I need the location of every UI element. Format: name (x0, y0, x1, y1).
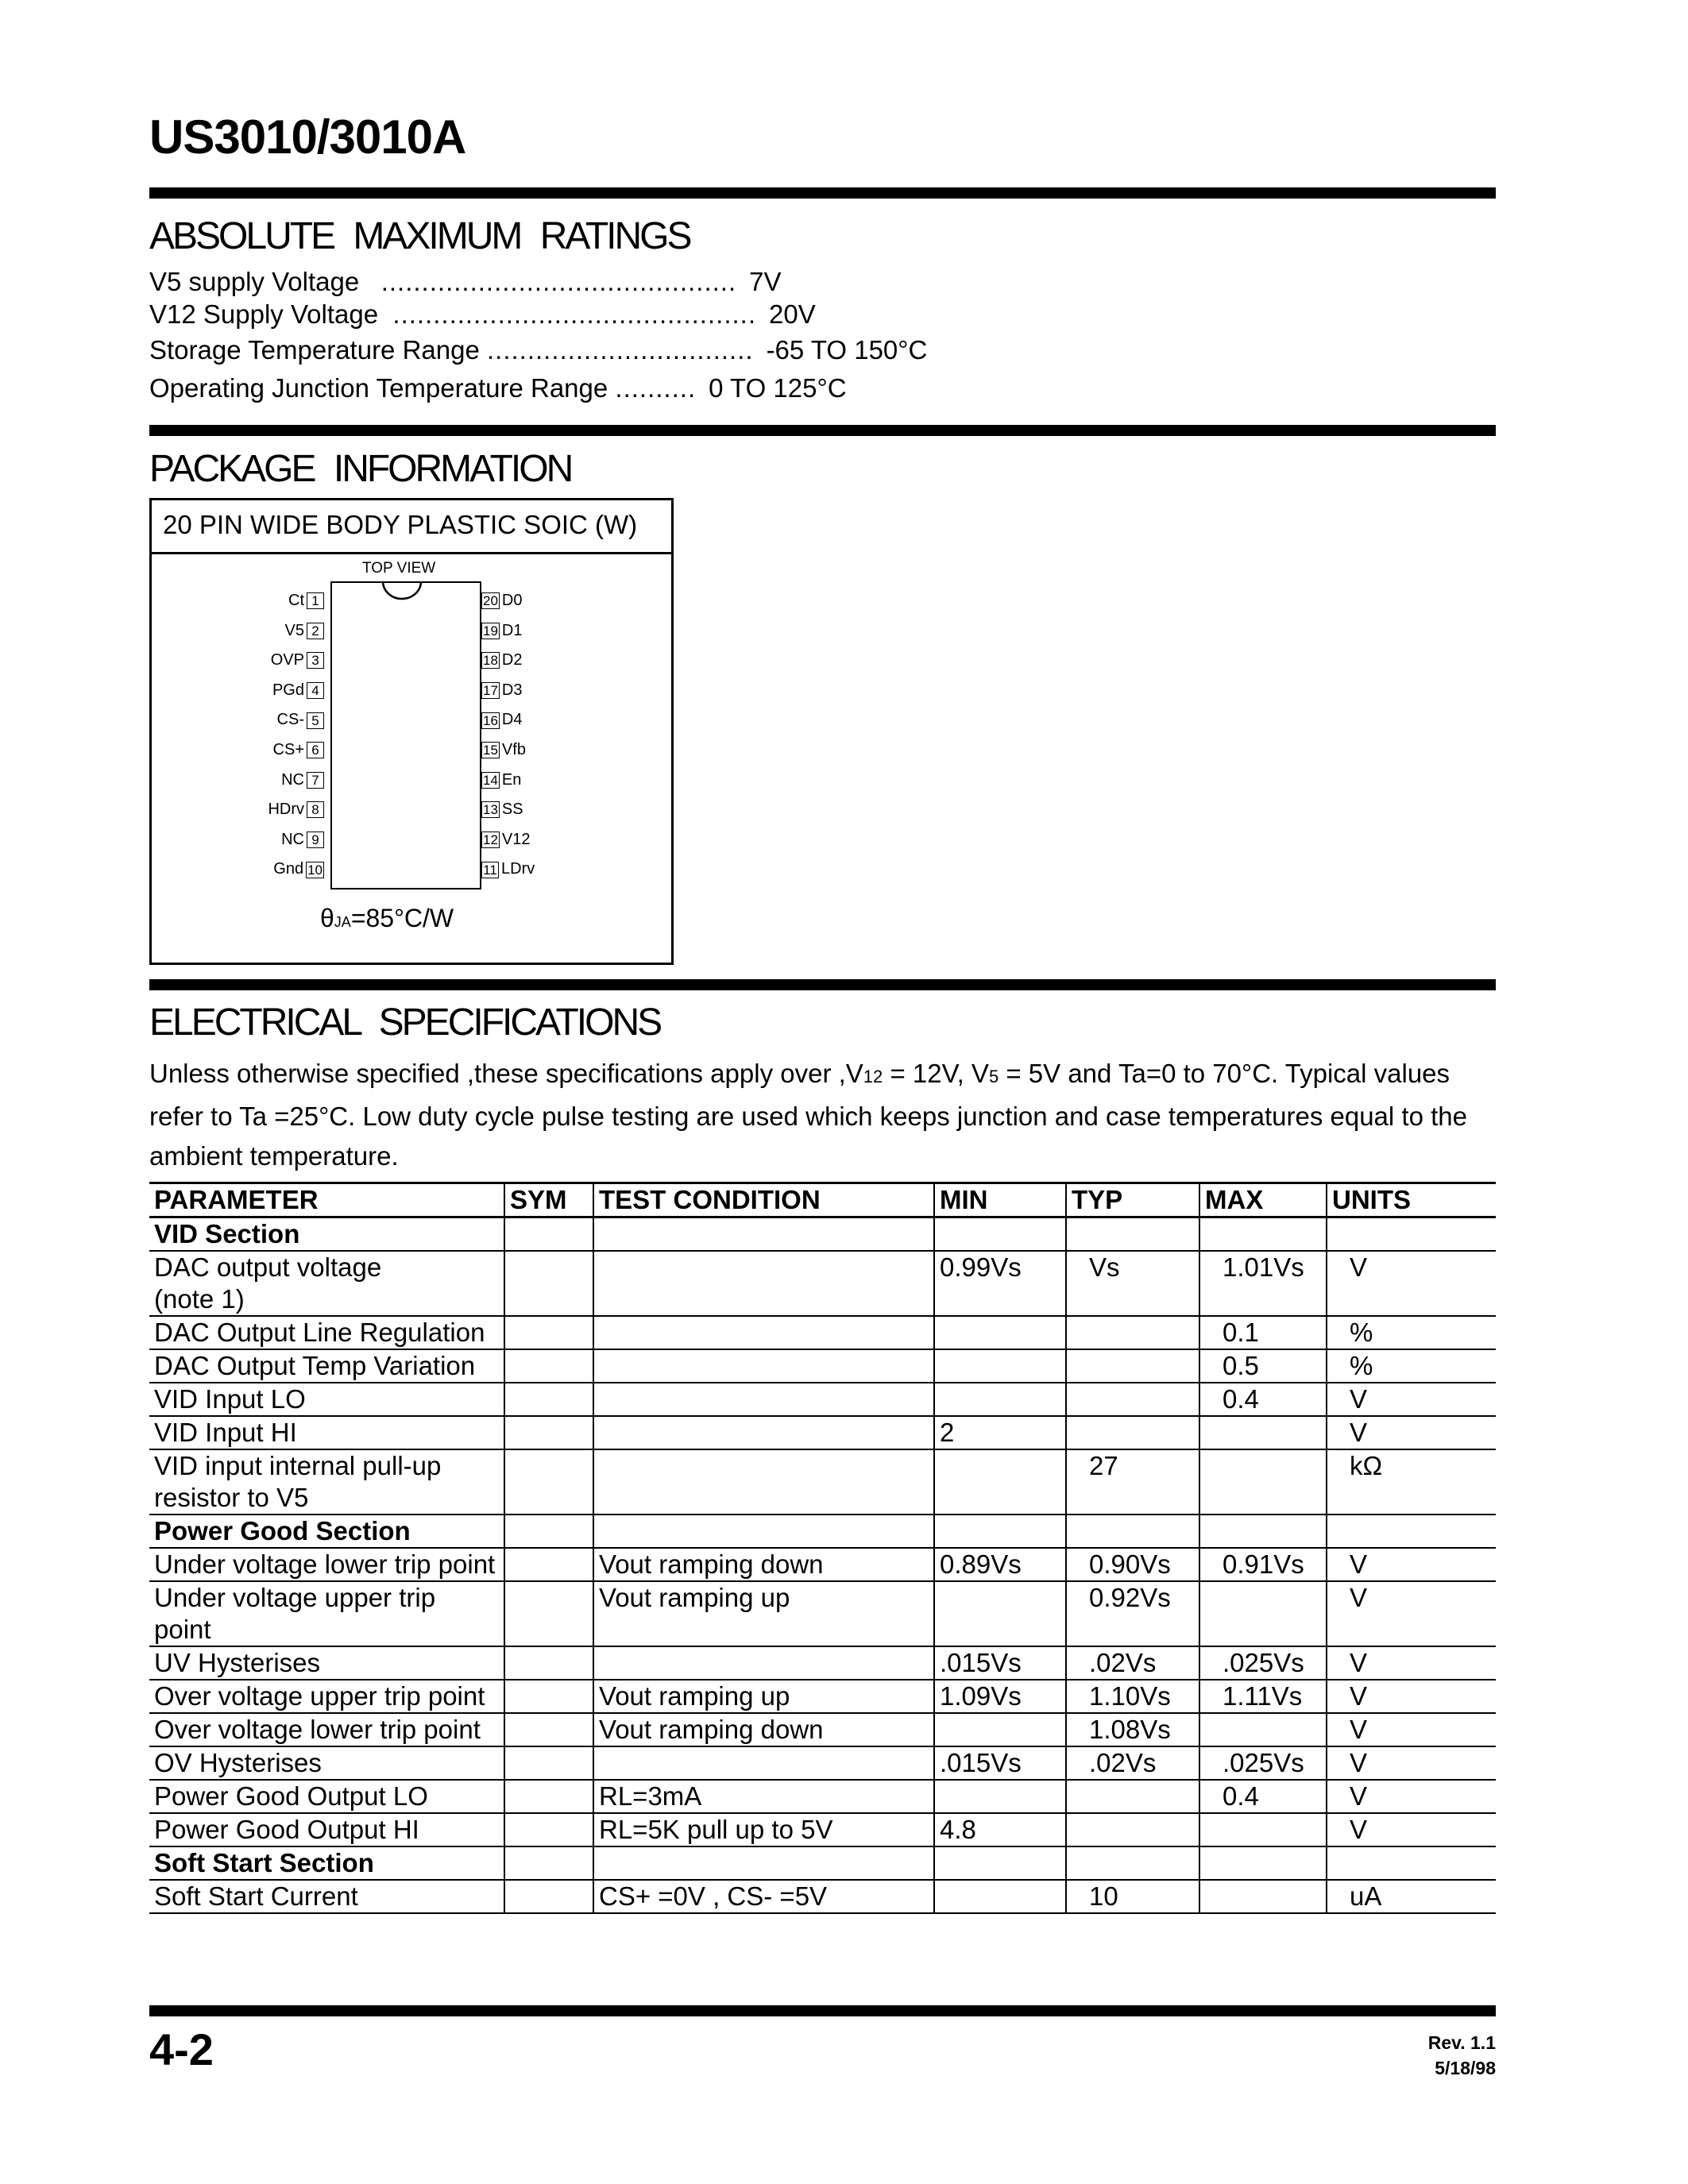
table-cell: RL=5K pull up to 5V (593, 1813, 934, 1846)
intro-line: refer to Ta =25°C. Low duty cycle pulse testing are used which keeps junction and case temperatures equal to the (149, 1102, 1467, 1131)
table-row (149, 1746, 1496, 1780)
pin-name: Vfb (501, 741, 526, 758)
table-row (149, 1383, 1496, 1416)
amr-dots: .......... (615, 373, 697, 403)
package-box-title: 20 PIN WIDE BODY PLASTIC SOIC (W) (152, 500, 671, 554)
column-header: TYP (1066, 1183, 1199, 1217)
theta-subscript: JA (334, 914, 351, 930)
pin-number: 3 (307, 652, 324, 669)
table-header-row (149, 1183, 1496, 1217)
table-cell: Soft Start Current (149, 1880, 504, 1913)
package-heading: PACKAGE INFORMATION (149, 448, 572, 490)
table-cell (934, 1217, 1066, 1252)
intro-line: ambient temperature. (149, 1141, 399, 1171)
pin-name: D2 (501, 651, 523, 669)
amr-value: -65 TO 150°C (766, 335, 928, 365)
amr-value: 7V (749, 267, 782, 296)
table-cell: 27 (1066, 1449, 1199, 1515)
table-cell (934, 1713, 1066, 1746)
table-cell: 0.89Vs (934, 1548, 1066, 1581)
table-cell (593, 1846, 934, 1880)
pin-number: 7 (307, 772, 324, 789)
table-cell (1066, 1813, 1199, 1846)
amr-value: 0 TO 125°C (709, 373, 847, 403)
table-cell (1199, 1581, 1327, 1646)
table-cell: VID Input HI (149, 1416, 504, 1449)
table-row (149, 1646, 1496, 1680)
pin-number: 20 (483, 593, 498, 609)
pin-number: 12 (483, 832, 498, 848)
pin-left (230, 650, 324, 669)
divider (149, 187, 1496, 199)
table-cell (934, 1449, 1066, 1515)
table-cell: CS+ =0V , CS- =5V (593, 1880, 934, 1913)
top-view-label: TOP VIEW (362, 560, 436, 577)
column-header: SYM (504, 1183, 593, 1217)
pin-right (481, 650, 575, 669)
ic-body (330, 581, 481, 889)
pin-left (230, 830, 324, 849)
table-row (149, 1813, 1496, 1846)
table-cell: % (1327, 1349, 1496, 1383)
page-number: 4-2 (149, 2024, 214, 2074)
table-row (149, 1680, 1496, 1713)
table-cell: V (1327, 1780, 1496, 1813)
column-header: TEST CONDITION (593, 1183, 934, 1217)
section-row (149, 1515, 1496, 1548)
pin-right (481, 740, 575, 759)
table-cell (934, 1349, 1066, 1383)
table-cell: Power Good Section (149, 1515, 504, 1548)
table-row (149, 1581, 1496, 1646)
table-cell (1066, 1316, 1199, 1349)
table-cell: Vout ramping down (593, 1713, 934, 1746)
table-cell: VID input internal pull-up resistor to V5 (149, 1449, 504, 1515)
electrical-intro (149, 1054, 1500, 1176)
table-cell: Vout ramping up (593, 1581, 934, 1646)
column-header: MIN (934, 1183, 1066, 1217)
table-cell (1199, 1515, 1327, 1548)
table-row (149, 1449, 1496, 1515)
table-cell: 0.90Vs (1066, 1548, 1199, 1581)
table-cell (504, 1846, 593, 1880)
table-cell: kΩ (1327, 1449, 1496, 1515)
divider (149, 425, 1496, 436)
pin-name: NC (281, 830, 304, 848)
pin-name: LDrv (501, 860, 535, 878)
table-cell: Under voltage upper trip point (149, 1581, 504, 1646)
pin-name: NC (281, 770, 304, 789)
amr-line (149, 299, 816, 330)
pin-name: Gnd (273, 860, 304, 878)
table-cell: V (1327, 1813, 1496, 1846)
table-cell: V (1327, 1581, 1496, 1646)
pin-left (230, 621, 324, 640)
revision-block (1428, 2030, 1496, 2081)
pin-left (230, 800, 324, 819)
divider (149, 979, 1496, 990)
table-cell: 10 (1066, 1880, 1199, 1913)
pin-number: 4 (307, 682, 324, 699)
pin-right (481, 621, 575, 640)
pin-number: 17 (483, 683, 498, 699)
table-cell: Power Good Output LO (149, 1780, 504, 1813)
theta-symbol: θ (320, 904, 334, 932)
table-cell (504, 1251, 593, 1316)
pin-name: D4 (501, 711, 523, 729)
column-header: UNITS (1327, 1183, 1496, 1217)
table-cell: DAC Output Line Regulation (149, 1316, 504, 1349)
section-row (149, 1217, 1496, 1252)
table-cell (504, 1646, 593, 1680)
table-cell: V (1327, 1251, 1496, 1316)
electrical-heading: ELECTRICAL SPECIFICATIONS (149, 1001, 661, 1044)
table-cell: Vout ramping down (593, 1548, 934, 1581)
table-row (149, 1780, 1496, 1813)
pin-name: V12 (501, 830, 531, 848)
table-cell (504, 1349, 593, 1383)
table-cell (593, 1217, 934, 1252)
table-cell: .025Vs (1199, 1646, 1327, 1680)
table-cell: V (1327, 1548, 1496, 1581)
pin-name: PGd (272, 681, 304, 699)
table-cell (593, 1251, 934, 1316)
table-cell (934, 1880, 1066, 1913)
table-cell: 0.91Vs (1199, 1548, 1327, 1581)
pin-left (230, 859, 324, 878)
table-cell (1199, 1449, 1327, 1515)
spec-table (149, 1182, 1496, 1914)
table-cell (1327, 1217, 1496, 1252)
pin-number: 1 (307, 592, 324, 609)
pin-name: D3 (501, 681, 523, 699)
table-cell: .02Vs (1066, 1646, 1199, 1680)
table-cell: 0.92Vs (1066, 1581, 1199, 1646)
table-cell (1066, 1349, 1199, 1383)
amr-label: V12 Supply Voltage (149, 299, 379, 329)
pin-name: En (501, 770, 522, 789)
pin-right (481, 830, 575, 849)
pin-name: D0 (501, 592, 523, 609)
amr-dots: ................................. (487, 335, 754, 365)
pin-left (230, 681, 324, 700)
column-header: PARAMETER (149, 1183, 504, 1217)
table-cell (1066, 1846, 1199, 1880)
table-cell: Over voltage upper trip point (149, 1680, 504, 1713)
table-cell: 1.10Vs (1066, 1680, 1199, 1713)
table-cell (504, 1515, 593, 1548)
table-cell: Vs (1066, 1251, 1199, 1316)
pin-number: 10 (307, 862, 323, 878)
table-cell (504, 1746, 593, 1780)
table-cell (1199, 1217, 1327, 1252)
table-cell (1066, 1515, 1199, 1548)
table-cell: OV Hysterises (149, 1746, 504, 1780)
table-cell (593, 1449, 934, 1515)
table-cell (1066, 1383, 1199, 1416)
table-cell (1199, 1713, 1327, 1746)
table-cell: V (1327, 1646, 1496, 1680)
table-cell (1199, 1813, 1327, 1846)
revision-date: 5/18/98 (1435, 2058, 1496, 2078)
table-cell: UV Hysterises (149, 1646, 504, 1680)
pin-right (481, 800, 575, 819)
pin-number: 8 (307, 801, 324, 818)
table-cell (504, 1813, 593, 1846)
pin-right (481, 859, 575, 878)
pin-number: 15 (483, 743, 498, 758)
table-cell (504, 1713, 593, 1746)
section-row (149, 1846, 1496, 1880)
table-cell (504, 1880, 593, 1913)
table-cell: Power Good Output HI (149, 1813, 504, 1846)
revision: Rev. 1.1 (1427, 2032, 1496, 2053)
table-cell: .015Vs (934, 1646, 1066, 1680)
table-cell (934, 1780, 1066, 1813)
table-row (149, 1548, 1496, 1581)
table-cell: 0.5 (1199, 1349, 1327, 1383)
table-cell (504, 1548, 593, 1581)
table-cell (1199, 1880, 1327, 1913)
table-cell (934, 1846, 1066, 1880)
table-cell: Vout ramping up (593, 1680, 934, 1713)
pin-name: Ct (288, 592, 304, 609)
table-cell (593, 1746, 934, 1780)
table-cell: V (1327, 1680, 1496, 1713)
table-cell: 2 (934, 1416, 1066, 1449)
table-cell: .02Vs (1066, 1746, 1199, 1780)
table-cell: 1.08Vs (1066, 1713, 1199, 1746)
table-cell (1066, 1780, 1199, 1813)
table-cell: V (1327, 1713, 1496, 1746)
table-cell: DAC Output Temp Variation (149, 1349, 504, 1383)
amr-line (149, 335, 927, 365)
amr-line (149, 373, 847, 403)
table-cell: .025Vs (1199, 1746, 1327, 1780)
pin-name: CS+ (272, 741, 304, 758)
pin-name: V5 (284, 621, 304, 639)
intro-line: Unless otherwise specified ,these specifications apply over ,V12 = 12V, V5 = 5V and Ta=0 to 70°C. Typical values (149, 1059, 1450, 1088)
pin-number: 19 (483, 623, 498, 639)
table-cell: 0.1 (1199, 1316, 1327, 1349)
table-cell: Soft Start Section (149, 1846, 504, 1880)
amr-value: 20V (769, 299, 816, 329)
table-cell (504, 1416, 593, 1449)
table-cell: Over voltage lower trip point (149, 1713, 504, 1746)
pin-name: CS- (276, 711, 304, 729)
table-cell: % (1327, 1316, 1496, 1349)
theta-value: =85°C/W (350, 904, 454, 932)
pin-left (230, 770, 324, 789)
column-header: MAX (1199, 1183, 1327, 1217)
table-cell (1327, 1846, 1496, 1880)
table-row (149, 1349, 1496, 1383)
pin-number: 2 (307, 623, 324, 639)
table-cell: 0.4 (1199, 1780, 1327, 1813)
table-cell (593, 1349, 934, 1383)
table-cell (1327, 1515, 1496, 1548)
amr-line (149, 267, 782, 297)
table-cell (504, 1316, 593, 1349)
table-cell (1199, 1416, 1327, 1449)
table-cell: V (1327, 1383, 1496, 1416)
pin1-notch-icon (380, 580, 424, 604)
pin-number: 16 (483, 712, 498, 728)
table-cell (593, 1515, 934, 1548)
amr-label: Storage Temperature Range (149, 335, 480, 365)
table-cell (504, 1449, 593, 1515)
table-cell (504, 1217, 593, 1252)
table-cell: RL=3mA (593, 1780, 934, 1813)
table-cell: V (1327, 1416, 1496, 1449)
table-cell: 1.01Vs (1199, 1251, 1327, 1316)
pin-name: OVP (270, 651, 304, 669)
table-cell (593, 1416, 934, 1449)
table-cell (934, 1515, 1066, 1548)
pin-number: 5 (307, 712, 324, 729)
table-cell: 1.09Vs (934, 1680, 1066, 1713)
pin-right (481, 770, 575, 789)
table-cell: V (1327, 1746, 1496, 1780)
pin-number: 18 (483, 653, 498, 669)
table-cell: 1.11Vs (1199, 1680, 1327, 1713)
amr-dots: ............................................ (380, 267, 737, 296)
table-cell (593, 1383, 934, 1416)
table-cell: VID Input LO (149, 1383, 504, 1416)
table-cell (504, 1780, 593, 1813)
pin-left (230, 591, 324, 610)
table-cell (504, 1581, 593, 1646)
pin-number: 6 (307, 742, 324, 758)
table-cell: 0.99Vs (934, 1251, 1066, 1316)
thermal-resistance (320, 904, 454, 933)
pin-right (481, 591, 575, 610)
table-cell (934, 1383, 1066, 1416)
amr-heading: ABSOLUTE MAXIMUM RATINGS (149, 215, 690, 257)
table-cell: VID Section (149, 1217, 504, 1252)
table-row (149, 1316, 1496, 1349)
table-cell (1199, 1846, 1327, 1880)
table-row (149, 1880, 1496, 1913)
table-row (149, 1416, 1496, 1449)
table-cell (593, 1646, 934, 1680)
pin-right (481, 681, 575, 700)
pin-number: 14 (483, 772, 498, 788)
table-cell (504, 1680, 593, 1713)
table-row (149, 1713, 1496, 1746)
table-cell (934, 1316, 1066, 1349)
table-cell: DAC output voltage (note 1) (149, 1251, 504, 1316)
pin-name: D1 (501, 621, 523, 639)
table-cell (504, 1383, 593, 1416)
pin-left (230, 710, 324, 729)
pin-left (230, 740, 324, 759)
table-cell: uA (1327, 1880, 1496, 1913)
table-row (149, 1251, 1496, 1316)
pin-number: 11 (481, 862, 499, 878)
table-cell (593, 1316, 934, 1349)
amr-dots: ............................................. (392, 299, 756, 329)
pin-number: 13 (483, 802, 498, 818)
table-cell: .015Vs (934, 1746, 1066, 1780)
amr-label: Operating Junction Temperature Range (149, 373, 608, 403)
pin-right (481, 710, 575, 729)
amr-label: V5 supply Voltage (149, 267, 360, 296)
pin-number: 9 (307, 832, 324, 848)
table-cell (934, 1581, 1066, 1646)
table-cell (1066, 1416, 1199, 1449)
document-title: US3010/3010A (149, 110, 466, 164)
table-cell (1066, 1217, 1199, 1252)
table-cell: 4.8 (934, 1813, 1066, 1846)
footer-divider (149, 2005, 1496, 2016)
pin-name: SS (501, 801, 523, 819)
table-cell: Under voltage lower trip point (149, 1548, 504, 1581)
table-cell: 0.4 (1199, 1383, 1327, 1416)
pin-name: HDrv (268, 801, 304, 819)
